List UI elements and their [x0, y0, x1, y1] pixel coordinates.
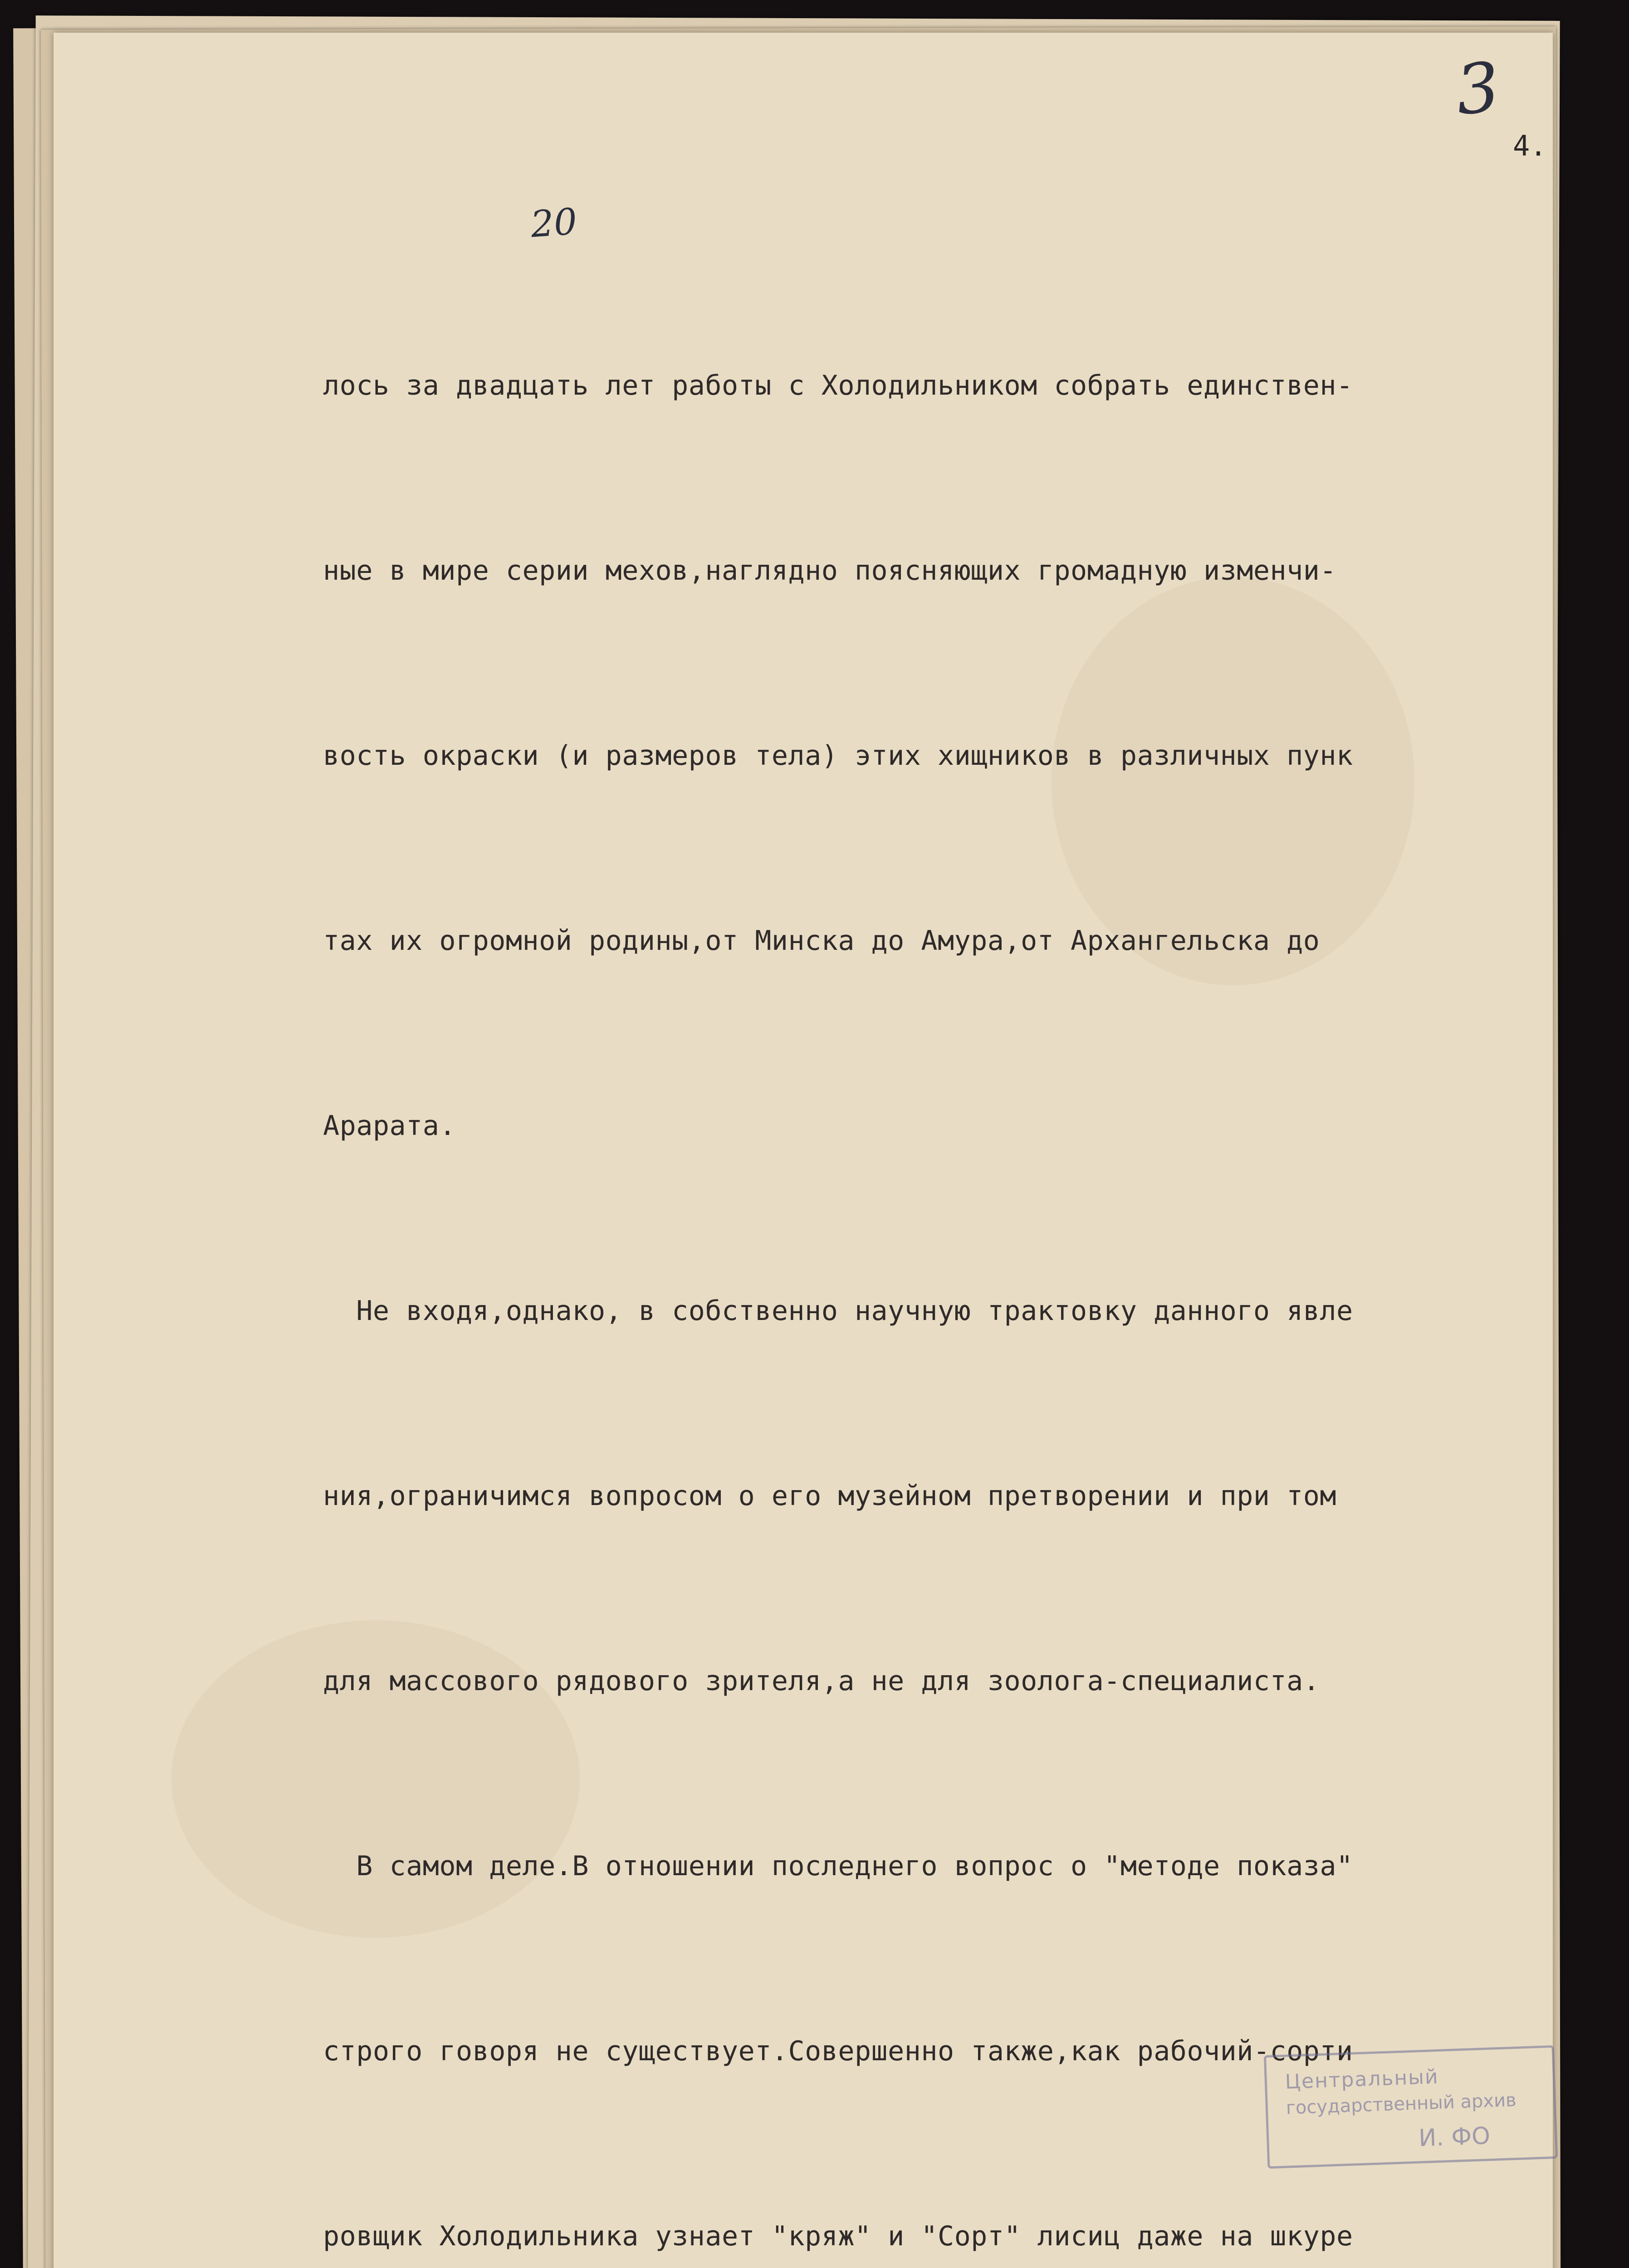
folio-number-handwritten: 3: [1452, 48, 1499, 131]
text-line: В самом деле.В отношении последнего вопрос о "методе показа": [323, 1850, 1353, 1882]
stamp-line: государственный архив: [1286, 2089, 1517, 2119]
text-line: для массового рядового зрителя,а не для зоолога-специалиста.: [323, 1665, 1320, 1697]
margin-note-handwritten: 20: [529, 200, 578, 246]
text-line: Арарата.: [323, 1110, 456, 1142]
text-line: ния,ограничимся вопросом о его музейном претворении и при том: [323, 1480, 1337, 1512]
stamp-line: Центральный: [1285, 2065, 1439, 2094]
archive-stamp: [1264, 2045, 1558, 2169]
text-line: Не входя,однако, в собственно научную трактовку данного явле: [323, 1295, 1353, 1327]
text-line: лось за двадцать лет работы с Холодильником собрать единствен-: [323, 370, 1353, 401]
text-line: ные в мире серии мехов,наглядно поясняющих громадную изменчи-: [323, 555, 1337, 587]
text-line: строго говоря не существует.Совершенно также,как рабочий-сорти: [323, 2035, 1353, 2067]
page-number: 4.: [1513, 129, 1547, 162]
text-line: вость окраски (и размеров тела) этих хищников в различных пунк: [323, 740, 1353, 772]
typed-text-body: [323, 231, 1566, 2268]
text-line: ровщик Холодильника узнает "кряж" и "Сорт" лисиц даже на шкуре: [323, 2220, 1353, 2252]
stamp-line: И. ФО: [1418, 2122, 1491, 2152]
text-line: тах их огромной родины,от Минска до Амура,от Архангельска до: [323, 925, 1320, 957]
